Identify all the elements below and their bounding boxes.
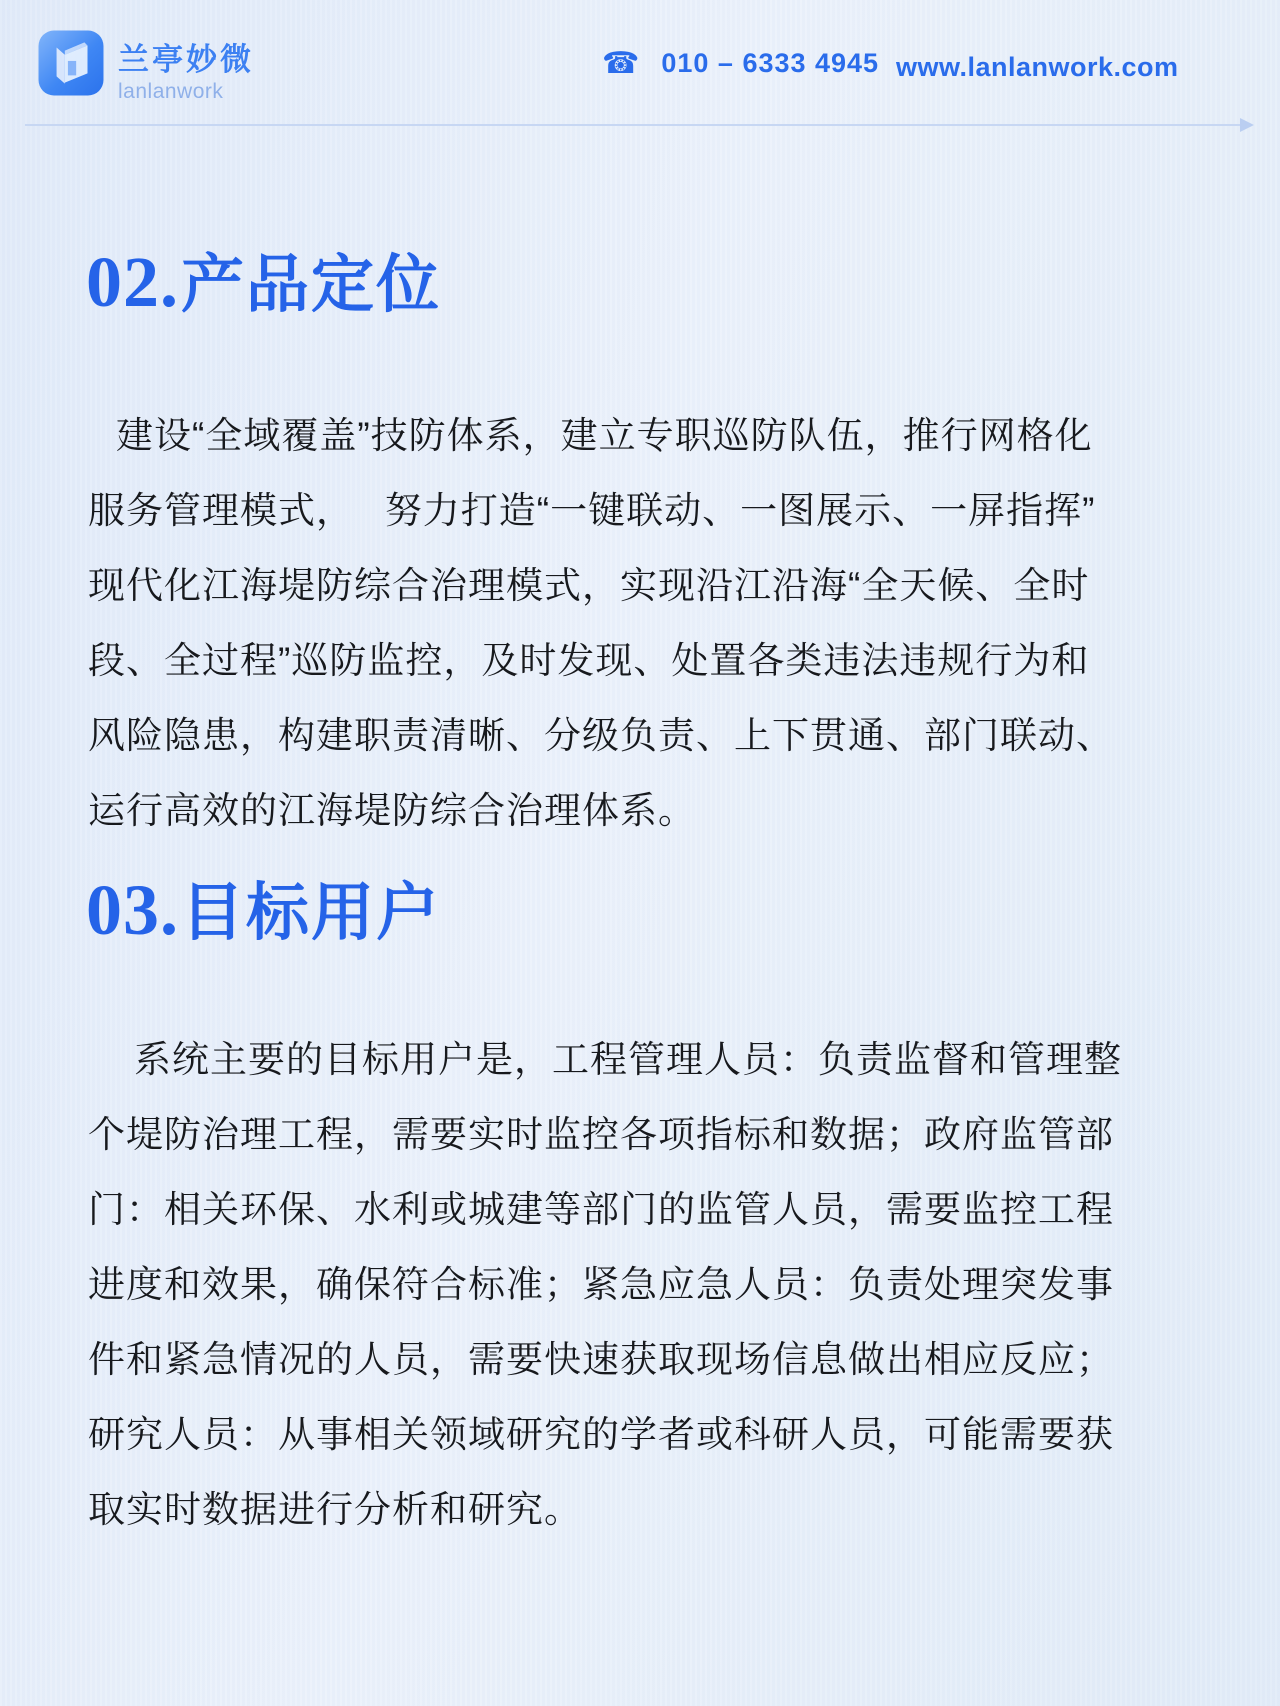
website-url: www.lanlanwork.com <box>896 52 1179 82</box>
phone-number: 010 – 6333 4945 <box>661 48 880 78</box>
text-line: 系统主要的目标用户是，工程管理人员：负责监督和管理整 <box>134 1039 1122 1080</box>
paragraph-target-users <box>88 1022 1228 1547</box>
text-line: 风险隐患，构建职责清晰、分级负责、上下贯通、部门联动、 <box>88 715 1114 756</box>
text-line: 取实时数据进行分析和研究。 <box>88 1489 582 1530</box>
text-line: 门：相关环保、水利或城建等部门的监管人员，需要监控工程 <box>88 1189 1114 1230</box>
brand-name-en: lanlanwork <box>118 80 224 103</box>
brand-name-cn: 兰亭妙微 <box>118 42 254 77</box>
paragraph-product-positioning <box>88 398 1228 848</box>
section-number: 03. <box>86 870 179 950</box>
arrow-right-icon <box>1240 118 1254 132</box>
phone-icon: ☎ <box>602 46 640 80</box>
text-line: 建设“全域覆盖”技防体系，建立专职巡防队伍，推行网格化 <box>116 415 1093 456</box>
text-line: 研究人员：从事相关领域研究的学者或科研人员，可能需要获 <box>88 1414 1114 1455</box>
text-line: 段、全过程”巡防监控，及时发现、处置各类违法违规行为和 <box>88 640 1090 681</box>
section-title: 产品定位 <box>181 250 441 320</box>
text-line: 现代化江海堤防综合治理模式，实现沿江沿海“全天候、全时 <box>88 565 1090 606</box>
brand-lockup <box>38 30 254 104</box>
section-heading-product-positioning <box>86 234 441 325</box>
section-title: 目标用户 <box>181 878 441 948</box>
text-line: 运行高效的江海堤防综合治理体系。 <box>88 790 696 831</box>
brand-text <box>118 30 254 104</box>
text-line: 件和紧急情况的人员，需要快速获取现场信息做出相应反应； <box>88 1339 1114 1380</box>
text-line: 个堤防治理工程，需要实时监控各项指标和数据；政府监管部 <box>88 1114 1114 1155</box>
contact-phone <box>602 48 879 79</box>
text-line: 服务管理模式， 努力打造“一键联动、一图展示、一屏指挥” <box>88 490 1096 531</box>
header-divider-arrow <box>25 124 1241 126</box>
text-line: 进度和效果，确保符合标准；紧急应急人员：负责处理突发事 <box>88 1264 1114 1305</box>
section-heading-target-users <box>86 862 441 953</box>
section-number: 02. <box>86 242 179 322</box>
lanlanwork-logo-icon <box>38 30 104 96</box>
